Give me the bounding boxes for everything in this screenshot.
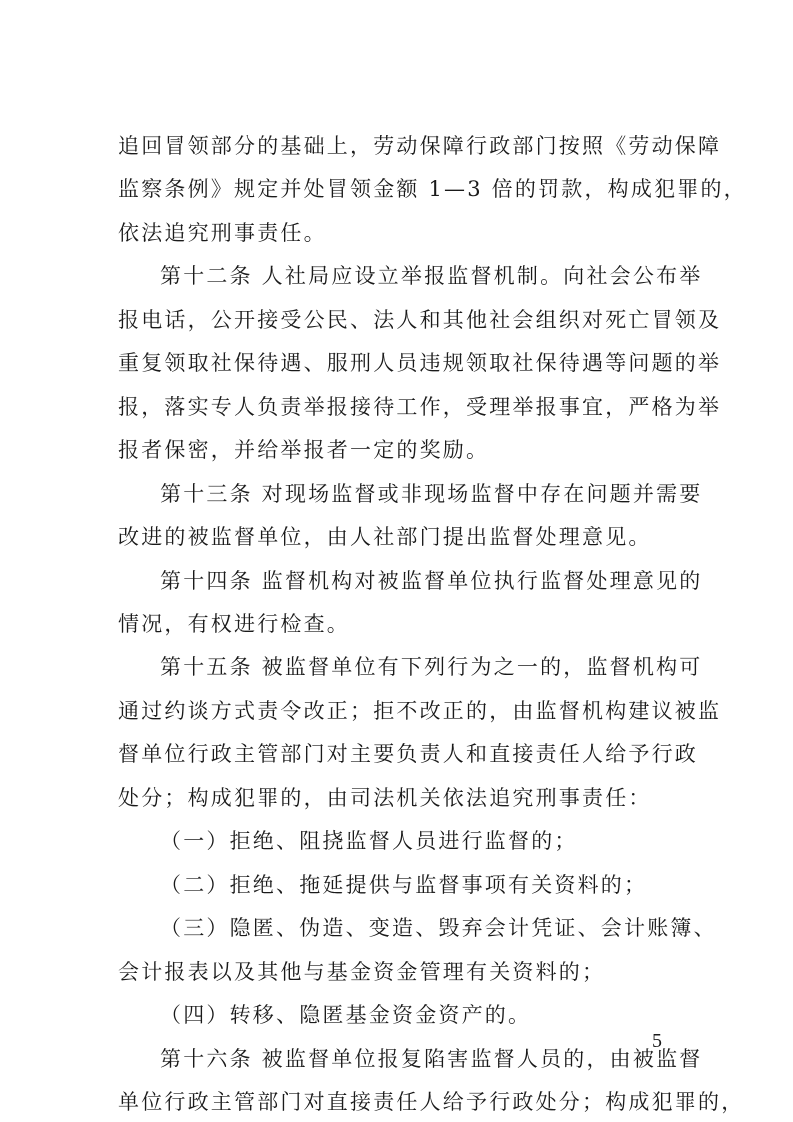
text-line: 督单位行政主管部门对主要负责人和直接责任人给予行政 bbox=[118, 742, 698, 766]
text-line: 单位行政主管部门对直接责任人给予行政处分；构成犯罪的， bbox=[118, 1090, 745, 1114]
text-line: 报，落实专人负责举报接待工作，受理举报事宜，严格为举 bbox=[118, 395, 722, 419]
text-line: 改进的被监督单位，由人社部门提出监督处理意见。 bbox=[118, 525, 652, 549]
text-line: 处分；构成犯罪的，由司法机关依法追究刑事责任： bbox=[118, 786, 652, 810]
article-12-heading-line: 第十二条 人社局应设立举报监督机制。向社会公布举 bbox=[160, 264, 703, 288]
article-16-heading-line: 第十六条 被监督单位报复陷害监督人员的，由被监督 bbox=[160, 1047, 703, 1071]
article-14-heading-line: 第十四条 监督机构对被监督单位执行监督处理意见的 bbox=[160, 569, 703, 593]
list-item-2: （二）拒绝、拖延提供与监督事项有关资料的； bbox=[160, 873, 648, 897]
page-number: 5 bbox=[652, 1030, 662, 1052]
text-line: 依法追究刑事责任。 bbox=[118, 221, 327, 245]
list-item-1: （一）拒绝、阻挠监督人员进行监督的； bbox=[160, 829, 578, 853]
text-line: 重复领取社保待遇、服刑人员违规领取社保待遇等问题的举 bbox=[118, 351, 722, 375]
text-line: 通过约谈方式责令改正；拒不改正的，由监督机构建议被监 bbox=[118, 699, 722, 723]
article-15-heading-line: 第十五条 被监督单位有下列行为之一的，监督机构可 bbox=[160, 655, 703, 679]
text-line: 报电话，公开接受公民、法人和其他社会组织对死亡冒领及 bbox=[118, 308, 722, 332]
list-item-4: （四）转移、隐匿基金资金资产的。 bbox=[160, 1003, 532, 1027]
text-line: 会计报表以及其他与基金资金管理有关资料的； bbox=[118, 960, 606, 984]
article-13-heading-line: 第十三条 对现场监督或非现场监督中存在问题并需要 bbox=[160, 482, 703, 506]
list-item-3: （三）隐匿、伪造、变造、毁弃会计凭证、会计账簿、 bbox=[160, 916, 717, 940]
text-line: 情况，有权进行检查。 bbox=[118, 612, 350, 636]
text-line: 报者保密，并给举报者一定的奖励。 bbox=[118, 438, 490, 462]
text-line: 追回冒领部分的基础上，劳动保障行政部门按照《劳动保障 bbox=[118, 134, 722, 158]
text-line: 监察条例》规定并处冒领金额 1—3 倍的罚款，构成犯罪的， bbox=[118, 177, 747, 201]
